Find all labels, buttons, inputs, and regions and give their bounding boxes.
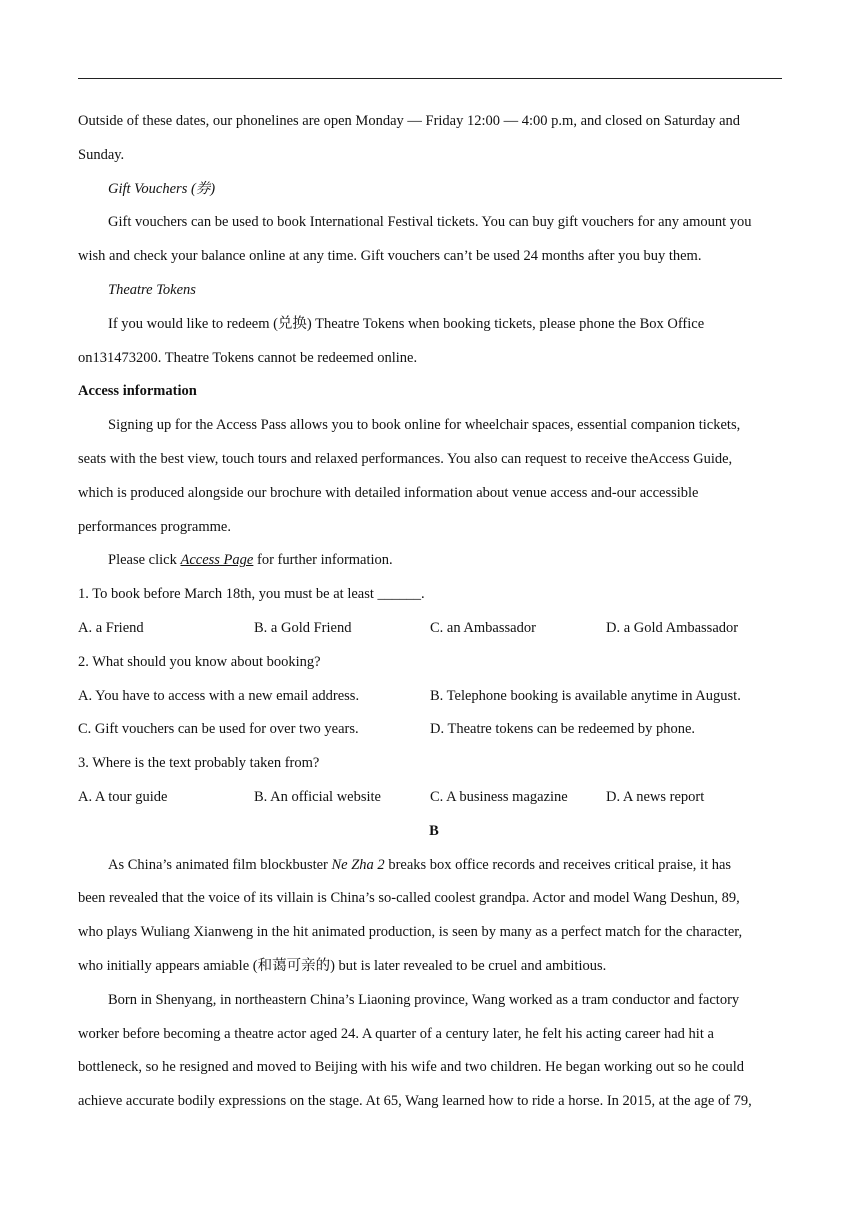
click-prefix: Please click — [108, 552, 181, 569]
passage-line: bottleneck, so he resigned and moved to Beijing with his wife and two children. He began working out so he could — [78, 1059, 745, 1076]
passage-line: worker before becoming a theatre actor aged 24. A quarter of a century later, he felt his acting career had hit a — [78, 1025, 714, 1042]
passage-text: breaks box office records and receives critical praise, it has — [384, 856, 732, 873]
question-stem: 3. Where is the text probably taken from? — [78, 755, 320, 772]
option-b: B. Telephone booking is available anytime in August. — [430, 687, 741, 704]
option-c: C. Gift vouchers can be used for over two years. — [78, 721, 359, 738]
access-line: performances programme. — [78, 518, 231, 535]
intro-line: Outside of these dates, our phonelines are open Monday — Friday 12:00 — 4:00 p.m, and closed on Saturday and — [78, 113, 741, 129]
access-line: Signing up for the Access Pass allows you to book online for wheelchair spaces, essential companion tickets, — [108, 417, 741, 434]
passage-text: As China’s animated film blockbuster — [108, 856, 332, 873]
film-title: Ne Zha 2 — [331, 856, 385, 873]
question-stem: 2. What should you know about booking? — [78, 653, 321, 670]
gift-vouchers-line: wish and check your balance online at any time. Gift vouchers can’t be used 24 months after you buy them. — [78, 248, 702, 265]
option-a: A. A tour guide — [78, 788, 168, 805]
passage-line: Born in Shenyang, in northeastern China’s Liaoning province, Wang worked as a tram conductor and factory — [108, 991, 740, 1008]
question-options — [78, 716, 790, 750]
access-click-line — [78, 547, 790, 581]
question-options — [78, 784, 790, 818]
passage-line: who plays Wuliang Xianweng in the hit animated production, is seen by many as a perfect match for the character, — [78, 924, 743, 941]
question-options — [78, 683, 790, 717]
gift-vouchers-line: Gift vouchers can be used to book International Festival tickets. You can buy gift vouchers for any amount you — [108, 214, 752, 231]
option-a: A. You have to access with a new email address. — [78, 687, 360, 704]
option-c: C. an Ambassador — [430, 619, 536, 636]
gift-vouchers-heading: Gift Vouchers (券) — [108, 180, 216, 197]
access-page-link[interactable]: Access Page — [180, 552, 254, 569]
passage-line: been revealed that the voice of its villain is China’s so-called coolest grandpa. Actor and model Wang Deshun, 89, — [78, 890, 740, 907]
header-rule — [78, 78, 782, 79]
option-c: C. A business magazine — [430, 788, 568, 805]
theatre-tokens-heading: Theatre Tokens — [108, 281, 196, 298]
theatre-tokens-line: on131473200. Theatre Tokens cannot be redeemed online. — [78, 349, 418, 366]
theatre-tokens-line: If you would like to redeem (兑换) Theatre Tokens when booking tickets, please phone the Box Office — [108, 315, 705, 332]
option-b: B. a Gold Friend — [254, 619, 352, 636]
section-b-title: B — [429, 822, 439, 839]
question-stem: 1. To book before March 18th, you must be at least ______. — [78, 586, 425, 603]
option-d: D. A news report — [606, 788, 705, 805]
access-information-heading: Access information — [78, 383, 197, 400]
access-line: which is produced alongside our brochure with detailed information about venue access and-our accessible — [78, 484, 699, 501]
passage-line: who initially appears amiable (和蔼可亲的) but is later revealed to be cruel and ambitious. — [78, 957, 607, 974]
question-options — [78, 615, 790, 649]
document-body — [78, 108, 790, 1122]
passage-line — [78, 852, 790, 886]
option-b: B. An official website — [254, 788, 381, 805]
option-d: D. Theatre tokens can be redeemed by phone. — [430, 721, 696, 738]
passage-line: achieve accurate bodily expressions on the stage. At 65, Wang learned how to ride a horse. In 2015, at the age of 79, — [78, 1093, 752, 1110]
option-a: A. a Friend — [78, 619, 144, 636]
click-suffix: for further information. — [253, 552, 393, 569]
option-d: D. a Gold Ambassador — [606, 619, 739, 636]
access-line: seats with the best view, touch tours and relaxed performances. You also can request to receive theAccess Guide, — [78, 450, 733, 467]
intro-line: Sunday. — [78, 146, 125, 163]
